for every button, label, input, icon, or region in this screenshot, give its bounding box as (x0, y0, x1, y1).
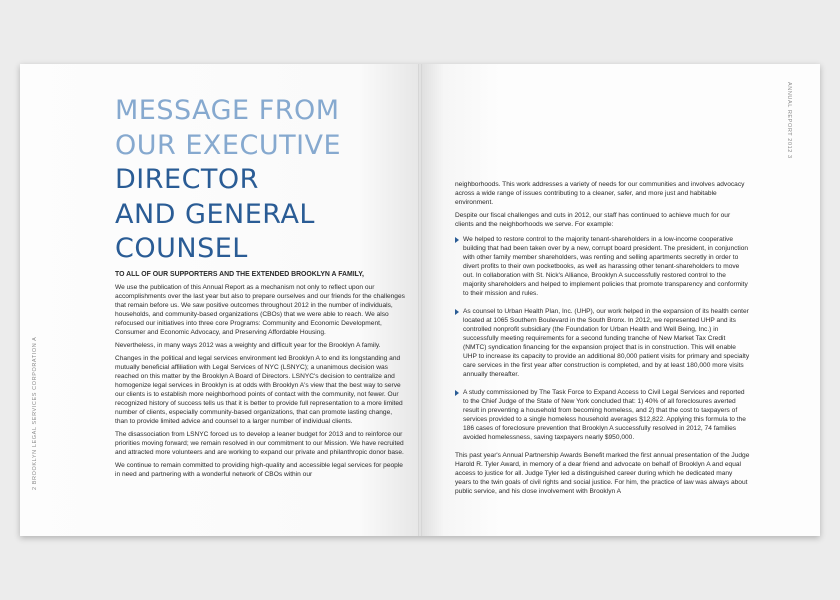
body-paragraph: This past year's Annual Partnership Awards Benefit marked the first annual presentation of the Judge Harold R. Tyler Award, in memory of a dear friend and advocate on behalf of Brooklyn A and equal access to justice for all. Judge Tyler led a distinguished career during which he dedicated many years to the twin goals of civil rights and social justice. For him, the practice of law was always about public service, and his close involvement with Brooklyn A (455, 452, 750, 495)
body-paragraph: Changes in the political and legal services environment led Brooklyn A to end its longstanding and mutually beneficial affiliation with Legal Services of NYC (LSNYC); a unanimous decision was reached on this matter by the Brooklyn A Board of Directors. LSNYC's decision to centralize and homogenize legal services in Brooklyn is at odds with Brooklyn A's view that the best way to serve our clients is to establish more neighborhood points of contact with the community, not fewer. Our recognized history of success tells us that it is better to provide full representation to a more limited number of clients, especially community-based organizations, that can promote lasting change, than to provide limited advice and counsel to a larger number of individual clients. (115, 355, 403, 425)
right-page (420, 64, 820, 536)
letter-body (115, 270, 405, 483)
list-item-text: A study commissioned by The Task Force to Expand Access to Civil Legal Services and reported to the Chief Judge of the State of New York concluded that: 1) 40% of all foreclosures averted result in preventing a household from becoming homeless, and 2) that the cost to taxpayers of services provided to a single homeless household averages $12,822. Applying this formula to the 186 cases of foreclosure prevention that Brooklyn A successfully resolved in 2012, 74 families avoided homelessness, saving taxpayers nearly $950,000. (463, 389, 746, 441)
title-line: AND GENERAL (115, 198, 315, 230)
body-paragraph: neighborhoods. This work addresses a variety of needs for our communities and involves advocacy across a wide range of issues contributing to a cleaner, safer, and more just and habitable environment. (455, 181, 745, 206)
list-item (455, 388, 750, 442)
page-gutter (418, 64, 422, 536)
title-line: MESSAGE FROM (115, 95, 340, 126)
list-item (455, 235, 750, 298)
report-spread (20, 64, 820, 536)
right-page-folio: ANNUAL REPORT 2012 3 (786, 82, 792, 159)
triangle-bullet-icon (455, 237, 459, 243)
body-paragraph: We use the publication of this Annual Report as a mechanism not only to reflect upon our accomplishments over the last year but also to prepare ourselves and our friends for the challenges that remain before us. We saw positive outcomes throughout 2012 in the number of individuals, households, and community-based organizations (CBOs) that we were able to reach. We also refocused our initiatives into three core Programs: Community and Economic Development, Consumer and Economic Advocacy, and Preserving Affordable Housing. (115, 284, 405, 336)
title-line: DIRECTOR (115, 164, 259, 195)
accomplishments-list (455, 235, 750, 442)
left-page-folio: 2 BROOKLYN LEGAL SERVICES CORPORATION A (32, 336, 38, 490)
triangle-bullet-icon (455, 390, 459, 396)
page-title (115, 94, 415, 267)
body-paragraph: We continue to remain committed to providing high-quality and accessible legal services for people in need and partnering with a wonderful network of CBOs within our (115, 462, 403, 478)
body-paragraph: Despite our fiscal challenges and cuts in 2012, our staff has continued to achieve much for our clients and the neighborhoods we serve. For example: (455, 212, 731, 228)
body-paragraph: Nevertheless, in many ways 2012 was a weighty and difficult year for the Brooklyn A family. (115, 342, 381, 349)
salutation: TO ALL OF OUR SUPPORTERS AND THE EXTENDED BROOKLYN A FAMILY, (115, 271, 364, 278)
left-page (20, 64, 420, 536)
body-paragraph: The disassociation from LSNYC forced us to develop a leaner budget for 2013 and to reinforce our priorities moving forward; we remain resolved in our commitment to our Mission. We have recruited and attracted more volunteers and are working to expand our private and philanthropic donor base. (115, 431, 404, 456)
title-line: OUR EXECUTIVE (115, 129, 342, 161)
list-item (455, 307, 750, 379)
list-item-text: We helped to restore control to the majority tenant-shareholders in a low-income cooperative building that had been taken over by a new, corrupt board president. The president, in conjunction with other family member shareholders, was renting and selling apartments secretly in order to divert profits to their own pocketbooks, as well as harassing other tenant-shareholders to move out. In collaboration with St. Nick's Alliance, Brooklyn A successfully restored control to the majority shareholders and helped to implement policies that promote transparency and conformity to their mission and rules. (463, 236, 749, 297)
triangle-bullet-icon (455, 309, 459, 315)
title-line: COUNSEL (115, 233, 248, 264)
letter-body-continued (455, 180, 750, 500)
list-item-text: As counsel to Urban Health Plan, Inc. (UHP), our work helped in the expansion of its health center located at 1065 Southern Boulevard in the South Bronx. In 2012, we represented UHP and its controlled nonprofit subsidiary (the Foundation for Urban Health and Well Being, Inc.) in successfully meeting requirements for a second funding tranche of New Market Tax Credit (NMTC) syndication financing for the expansion project that is in construction. This will enable UHP to increase its capacity to provide an additional 80,000 patient visits for primary and specialty care services in the first year after construction is completed, and by at least 180,000 more visits annually thereafter. (463, 308, 750, 378)
